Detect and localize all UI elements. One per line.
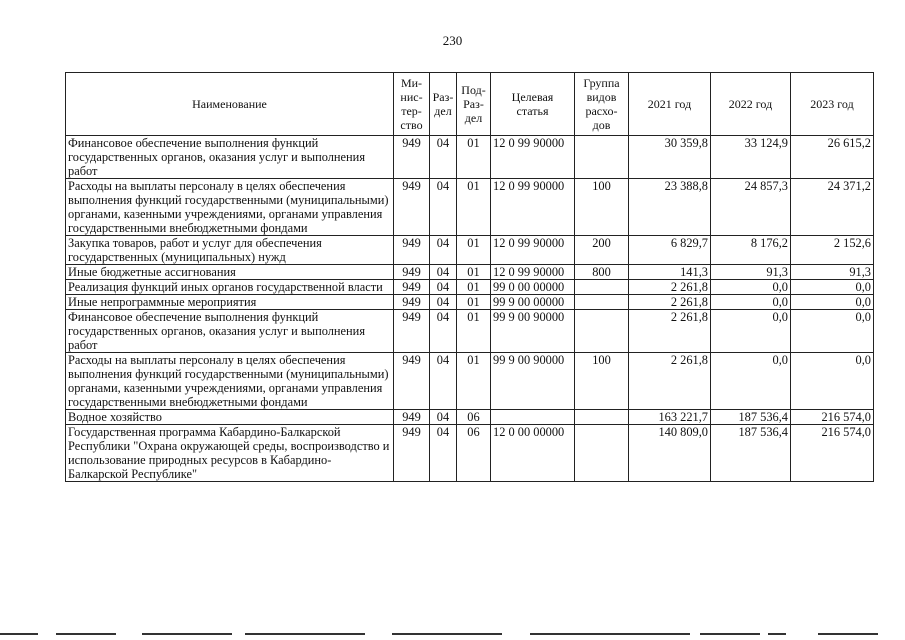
cell-y2022: 91,3 <box>711 265 791 280</box>
cell-y2022: 8 176,2 <box>711 236 791 265</box>
cell-ministry: 949 <box>394 310 430 353</box>
cell-subsection: 01 <box>457 236 491 265</box>
table-row <box>66 353 874 410</box>
table-row <box>66 236 874 265</box>
cell-y2023: 26 615,2 <box>791 136 874 179</box>
cell-target: 99 9 00 90000 <box>491 310 575 353</box>
cell-subsection: 06 <box>457 410 491 425</box>
cell-subsection: 01 <box>457 136 491 179</box>
cell-section: 04 <box>430 310 457 353</box>
cell-ministry: 949 <box>394 425 430 482</box>
cell-subsection: 01 <box>457 265 491 280</box>
header-group: Группа видов расхо- дов <box>575 73 629 136</box>
cell-target: 99 0 00 00000 <box>491 280 575 295</box>
cell-y2021: 30 359,8 <box>629 136 711 179</box>
cell-section: 04 <box>430 410 457 425</box>
cell-y2023: 0,0 <box>791 280 874 295</box>
cell-y2022: 0,0 <box>711 310 791 353</box>
cell-y2022: 33 124,9 <box>711 136 791 179</box>
cell-target: 12 0 99 90000 <box>491 236 575 265</box>
cell-group: 200 <box>575 236 629 265</box>
cell-target: 99 9 00 00000 <box>491 295 575 310</box>
cell-y2021: 140 809,0 <box>629 425 711 482</box>
cell-name: Финансовое обеспечение выполнения функций государственных органов, оказания услуг и выполнения работ <box>66 136 394 179</box>
cell-target: 12 0 99 90000 <box>491 265 575 280</box>
cell-y2021: 2 261,8 <box>629 280 711 295</box>
cell-y2022: 0,0 <box>711 280 791 295</box>
cell-subsection: 06 <box>457 425 491 482</box>
cell-name: Закупка товаров, работ и услуг для обеспечения государственных (муниципальных) нужд <box>66 236 394 265</box>
cell-ministry: 949 <box>394 410 430 425</box>
cell-name: Иные бюджетные ассигнования <box>66 265 394 280</box>
table-row <box>66 425 874 482</box>
table-row <box>66 136 874 179</box>
cell-group <box>575 310 629 353</box>
table-row <box>66 265 874 280</box>
cell-target: 12 0 99 90000 <box>491 136 575 179</box>
cell-section: 04 <box>430 265 457 280</box>
cell-ministry: 949 <box>394 265 430 280</box>
budget-table <box>65 72 874 482</box>
cell-y2023: 0,0 <box>791 310 874 353</box>
table-row <box>66 179 874 236</box>
cell-name: Финансовое обеспечение выполнения функций государственных органов, оказания услуг и выполнения работ <box>66 310 394 353</box>
cell-subsection: 01 <box>457 295 491 310</box>
cell-group: 800 <box>575 265 629 280</box>
header-name: Наименование <box>66 73 394 136</box>
cell-target: 99 9 00 90000 <box>491 353 575 410</box>
cell-group <box>575 295 629 310</box>
cell-name: Расходы на выплаты персоналу в целях обеспечения выполнения функций государственными (муниципальными) органами, казенными учреждениями, органами управления государственными внебюджетными фондами <box>66 179 394 236</box>
cell-section: 04 <box>430 295 457 310</box>
cell-y2022: 187 536,4 <box>711 425 791 482</box>
cell-ministry: 949 <box>394 295 430 310</box>
cell-section: 04 <box>430 280 457 295</box>
cell-y2022: 187 536,4 <box>711 410 791 425</box>
cell-name: Расходы на выплаты персоналу в целях обеспечения выполнения функций государственными (муниципальными) органами, казенными учреждениями, органами управления государственными внебюджетными фондами <box>66 353 394 410</box>
cell-ministry: 949 <box>394 353 430 410</box>
cell-y2023: 0,0 <box>791 295 874 310</box>
table-body <box>66 136 874 482</box>
cell-y2023: 91,3 <box>791 265 874 280</box>
cell-group <box>575 280 629 295</box>
cell-y2021: 2 261,8 <box>629 295 711 310</box>
cell-y2021: 23 388,8 <box>629 179 711 236</box>
cell-name: Водное хозяйство <box>66 410 394 425</box>
cell-subsection: 01 <box>457 353 491 410</box>
cell-section: 04 <box>430 136 457 179</box>
cell-ministry: 949 <box>394 179 430 236</box>
header-2023: 2023 год <box>791 73 874 136</box>
cell-y2023: 24 371,2 <box>791 179 874 236</box>
cell-y2022: 24 857,3 <box>711 179 791 236</box>
table-row <box>66 410 874 425</box>
table-header-row <box>66 73 874 136</box>
table-row <box>66 280 874 295</box>
cell-target: 12 0 00 00000 <box>491 425 575 482</box>
cell-name: Государственная программа Кабардино-Балкарской Республики "Охрана окружающей среды, воспроизводство и использование природных ресурсов в Кабардино-Балкарской Республике" <box>66 425 394 482</box>
cell-subsection: 01 <box>457 310 491 353</box>
cell-name: Реализация функций иных органов государственной власти <box>66 280 394 295</box>
cell-y2021: 6 829,7 <box>629 236 711 265</box>
cell-name: Иные непрограммные мероприятия <box>66 295 394 310</box>
cell-y2023: 216 574,0 <box>791 425 874 482</box>
cell-group: 100 <box>575 179 629 236</box>
cell-section: 04 <box>430 179 457 236</box>
cell-y2021: 2 261,8 <box>629 310 711 353</box>
cell-section: 04 <box>430 236 457 265</box>
table-row <box>66 295 874 310</box>
cell-y2023: 0,0 <box>791 353 874 410</box>
header-2022: 2022 год <box>711 73 791 136</box>
cell-group <box>575 425 629 482</box>
scan-marks <box>0 628 905 640</box>
cell-y2021: 2 261,8 <box>629 353 711 410</box>
header-target: Целевая статья <box>491 73 575 136</box>
cell-ministry: 949 <box>394 236 430 265</box>
cell-target: 12 0 99 90000 <box>491 179 575 236</box>
cell-subsection: 01 <box>457 179 491 236</box>
cell-ministry: 949 <box>394 136 430 179</box>
header-section: Раз- дел <box>430 73 457 136</box>
cell-target <box>491 410 575 425</box>
cell-ministry: 949 <box>394 280 430 295</box>
header-subsection: Под- Раз- дел <box>457 73 491 136</box>
cell-y2023: 2 152,6 <box>791 236 874 265</box>
cell-y2021: 141,3 <box>629 265 711 280</box>
header-2021: 2021 год <box>629 73 711 136</box>
cell-group: 100 <box>575 353 629 410</box>
cell-y2021: 163 221,7 <box>629 410 711 425</box>
table-row <box>66 310 874 353</box>
cell-y2022: 0,0 <box>711 353 791 410</box>
cell-subsection: 01 <box>457 280 491 295</box>
page-number: 230 <box>442 33 463 48</box>
cell-group <box>575 410 629 425</box>
cell-section: 04 <box>430 353 457 410</box>
cell-y2023: 216 574,0 <box>791 410 874 425</box>
header-ministry: Ми- нис- тер- ство <box>394 73 430 136</box>
cell-group <box>575 136 629 179</box>
cell-y2022: 0,0 <box>711 295 791 310</box>
cell-section: 04 <box>430 425 457 482</box>
